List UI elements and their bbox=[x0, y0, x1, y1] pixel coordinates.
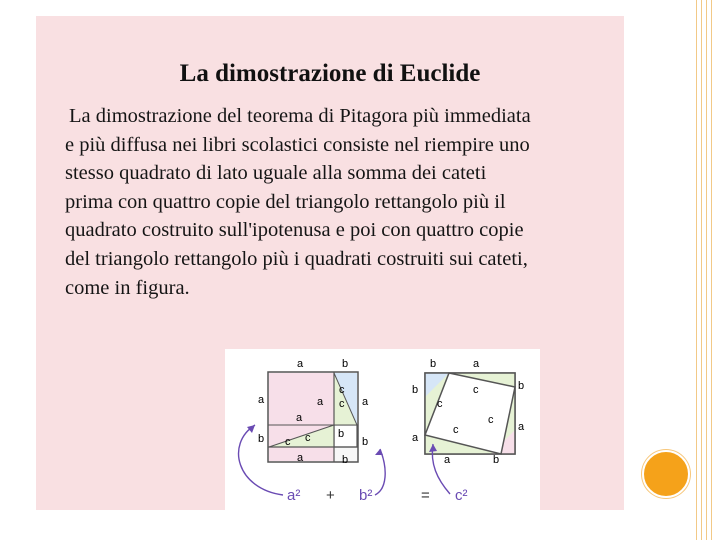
slide-body-text bbox=[65, 102, 625, 302]
body-line: stesso quadrato di lato uguale alla somma dei cateti bbox=[65, 162, 487, 185]
right-square-diagram bbox=[412, 358, 525, 466]
body-line: come in figura. bbox=[65, 276, 190, 299]
label-a: a bbox=[412, 432, 419, 444]
label-b: b bbox=[493, 454, 500, 466]
rail-line bbox=[696, 0, 702, 540]
label-b: b bbox=[342, 358, 349, 370]
label-b: b bbox=[430, 358, 437, 370]
pythagoras-figure bbox=[225, 349, 540, 510]
equation-equals: = bbox=[421, 487, 430, 504]
rail-line bbox=[706, 0, 712, 540]
label-c: c bbox=[473, 384, 479, 396]
label-a: a bbox=[518, 421, 525, 433]
label-b: b bbox=[342, 454, 349, 466]
slide-title: La dimostrazione di Euclide bbox=[179, 60, 481, 87]
label-a: a bbox=[258, 394, 265, 406]
body-line: La dimostrazione del teorema di Pitagora più immediata bbox=[69, 105, 531, 127]
decorative-circle bbox=[642, 450, 690, 498]
label-c: c bbox=[285, 436, 291, 448]
equation bbox=[287, 487, 468, 504]
arrow-b2 bbox=[375, 449, 385, 495]
equation-a2: a² bbox=[287, 487, 301, 504]
label-b: b bbox=[338, 428, 345, 440]
body-line: del triangolo rettangolo più i quadrati costruiti sui cateti, bbox=[65, 247, 528, 270]
label-c: c bbox=[437, 398, 443, 410]
label-a: a bbox=[317, 396, 324, 408]
body-line: e più diffusa nei libri scolastici consiste nel riempire uno bbox=[65, 133, 530, 156]
body-line: prima con quattro copie del triangolo rettangolo più il bbox=[65, 190, 506, 213]
label-c: c bbox=[339, 384, 345, 396]
label-a: a bbox=[297, 358, 304, 370]
label-a: a bbox=[444, 454, 451, 466]
label-b: b bbox=[518, 380, 525, 392]
label-b: b bbox=[362, 436, 369, 448]
label-a: a bbox=[473, 358, 480, 370]
left-square-diagram bbox=[258, 358, 369, 466]
body-line: quadrato costruito sull'ipotenusa e poi con quattro copie bbox=[65, 219, 524, 242]
label-c: c bbox=[339, 398, 345, 410]
label-c: c bbox=[453, 424, 459, 436]
label-a: a bbox=[362, 396, 369, 408]
label-c: c bbox=[488, 414, 494, 426]
equation-plus: + bbox=[326, 487, 335, 504]
label-a: a bbox=[296, 412, 303, 424]
label-a: a bbox=[297, 452, 304, 464]
equation-c2: c² bbox=[455, 487, 468, 504]
decorative-rails bbox=[690, 0, 720, 540]
equation-b2: b² bbox=[359, 487, 373, 504]
label-b: b bbox=[258, 433, 265, 445]
label-c: c bbox=[305, 432, 311, 444]
label-b: b bbox=[412, 384, 419, 396]
